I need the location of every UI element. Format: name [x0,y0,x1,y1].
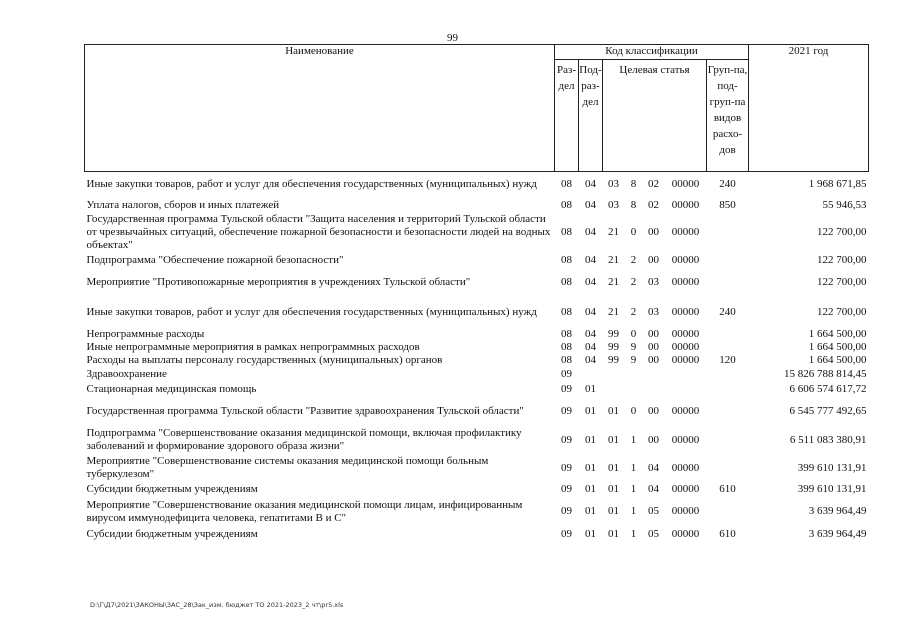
cell-vr [707,253,749,269]
cell-cs4: 00000 [671,353,700,366]
cell-cs2: 8 [630,198,637,211]
cell-cs4: 00000 [671,505,700,517]
cell-cs1: 99 [608,327,619,340]
table-header [85,45,869,172]
cell-cs3 [643,367,665,382]
cell-vr [707,426,749,455]
table-row [85,341,869,354]
cell-cs4: 00000 [671,276,700,288]
cell-amount: 1 968 671,85 [808,178,867,191]
cell-amount: 3 639 964,49 [808,527,867,540]
cell-name: Иные закупки товаров, работ и услуг для обеспечения государственных (муниципальных) нужд [86,178,537,191]
cell-amount: 1 664 500,00 [808,340,867,353]
header-expense-group: Груп-па, под-груп-па видов расхо-дов [707,60,749,172]
cell-name: Мероприятие "Совершенствование системы оказания медицинской помощи больным туберкулезом" [86,455,489,480]
cell-pr: 01 [585,404,596,417]
cell-cs3 [643,382,665,397]
cell-pr: 04 [585,353,596,366]
cell-pr: 01 [585,433,596,446]
cell-rz: 08 [561,353,572,366]
cell-cs2: 2 [630,254,637,266]
cell-name: Расходы на выплаты персоналу государственных (муниципальных) органов [86,353,443,366]
table-row [85,498,869,526]
cell-cs4: 00000 [671,340,700,353]
cell-vr [707,213,749,253]
cell-rz: 09 [561,505,572,517]
cell-amount: 399 610 131,91 [797,461,867,474]
cell-cs4: 00000 [671,433,700,446]
cell-vr [707,269,749,297]
cell-rz: 08 [561,327,572,340]
cell-amount: 55 946,53 [822,198,867,211]
header-section: Раз-дел [555,60,579,172]
table-row [85,354,869,367]
cell-name: Стационарная медицинская помощь [86,382,257,395]
cell-rz: 08 [561,276,572,288]
cell-pr: 01 [585,483,596,495]
header-target-article: Целевая статья [603,60,707,172]
cell-cs2: 1 [630,461,637,474]
cell-cs3: 02 [648,198,659,211]
cell-name: Здравоохранение [86,367,167,380]
cell-rz: 09 [561,483,572,495]
cell-rz: 08 [561,340,572,353]
header-name: Наименование [85,45,555,172]
table-row [85,367,869,382]
cell-cs1: 03 [608,198,619,211]
cell-amount: 399 610 131,91 [797,483,867,495]
cell-cs4: 00000 [671,198,700,211]
page-number: 99 [447,32,458,44]
cell-amount: 122 700,00 [817,254,867,266]
cell-vr: 240 [719,178,736,191]
cell-amount: 122 700,00 [817,305,867,318]
cell-cs1: 01 [608,433,619,446]
cell-cs1: 99 [608,340,619,353]
cell-cs4 [665,367,707,382]
cell-amount: 1 664 500,00 [808,327,867,340]
cell-cs2: 2 [630,305,637,318]
header-classification: Код классификации [555,45,749,60]
cell-cs2: 9 [630,353,637,366]
cell-cs2: 8 [630,178,637,191]
cell-cs2: 2 [630,276,637,288]
cell-cs3: 00 [648,327,659,340]
cell-cs2: 0 [630,404,637,417]
cell-cs2 [625,382,643,397]
budget-table [84,44,869,543]
cell-cs3: 05 [648,505,659,517]
cell-cs4: 00000 [671,327,700,340]
cell-name: Государственная программа Тульской области "Развитие здравоохранения Тульской области" [86,404,524,417]
cell-cs1 [603,382,625,397]
cell-vr [707,382,749,397]
cell-cs4: 00000 [671,404,700,417]
cell-name: Иные закупки товаров, работ и услуг для обеспечения государственных (муниципальных) нужд [86,305,537,318]
cell-cs4: 00000 [671,178,700,191]
cell-pr: 04 [585,276,596,288]
cell-rz: 08 [561,254,572,266]
cell-pr: 04 [585,254,596,266]
cell-cs2 [625,367,643,382]
header-year: 2021 год [749,45,869,172]
table-row [85,213,869,253]
cell-cs1: 21 [608,254,619,266]
cell-amount: 15 826 788 814,45 [784,367,867,380]
file-path-footer: D:\Г\Д7\2021\ЗАКОНЫ\ЗАС_28\Зак_изм. бюджет ТО 2021-2023_2 чт\pr5.xls [90,601,344,609]
cell-cs2: 0 [630,226,637,238]
cell-amount: 1 664 500,00 [808,353,867,366]
table-row [85,455,869,482]
cell-cs1: 99 [608,353,619,366]
table-row [85,426,869,455]
cell-cs3: 00 [648,433,659,446]
cell-cs4: 00000 [671,461,700,474]
cell-pr: 01 [585,527,596,540]
cell-vr: 120 [719,353,736,366]
cell-cs1: 21 [608,276,619,288]
table-row [85,172,869,198]
cell-name: Государственная программа Тульской области "Защита населения и территорий Тульской области от чрезвычайных ситуаций, обеспечение пожарной безопасности и безопасности людей на водных объектах" [86,213,551,251]
cell-cs2: 0 [630,327,637,340]
table-row [85,526,869,543]
cell-cs2: 1 [630,527,637,540]
cell-cs4: 00000 [671,305,700,318]
cell-cs2: 1 [630,433,637,446]
cell-cs4: 00000 [671,527,700,540]
cell-name: Непрограммные расходы [86,327,205,340]
cell-cs3: 00 [648,254,659,266]
cell-amount: 3 639 964,49 [808,505,867,517]
cell-name: Мероприятие "Совершенствование оказания медицинской помощи лицам, инфицированным вирусом иммунодефицита человека, гепатитами В и С" [86,498,523,524]
cell-pr: 04 [585,198,596,211]
cell-cs3: 00 [648,226,659,238]
cell-name: Подпрограмма "Совершенствование оказания медицинской помощи, включая профилактику заболеваний и формирование здорового образа жизни" [86,427,522,452]
cell-pr: 04 [585,340,596,353]
table-row [85,482,869,498]
cell-name: Субсидии бюджетным учреждениям [86,483,258,495]
cell-vr [707,455,749,482]
cell-rz: 09 [561,404,572,417]
cell-cs1: 03 [608,178,619,191]
cell-cs2: 9 [630,340,637,353]
table-row [85,297,869,328]
table-row [85,397,869,426]
cell-cs4: 00000 [671,226,700,238]
cell-rz: 08 [561,178,572,191]
cell-cs4: 00000 [671,483,700,495]
cell-cs4: 00000 [671,254,700,266]
cell-cs4 [665,382,707,397]
cell-pr: 04 [585,226,596,238]
cell-cs3: 03 [648,276,659,288]
cell-cs3: 05 [648,527,659,540]
cell-rz: 08 [561,226,572,238]
cell-amount: 6 545 777 492,65 [789,404,867,417]
cell-vr: 610 [719,527,736,540]
cell-name: Субсидии бюджетным учреждениям [86,527,258,540]
cell-name: Подпрограмма "Обеспечение пожарной безопасности" [86,254,344,266]
cell-vr [707,341,749,354]
cell-pr [579,367,603,382]
cell-amount: 122 700,00 [817,226,867,238]
cell-name: Мероприятие "Противопожарные мероприятия в учреждениях Тульской области" [86,276,471,288]
cell-cs1: 21 [608,305,619,318]
table-body [85,172,869,543]
cell-vr [707,328,749,341]
table-row [85,328,869,341]
cell-vr [707,498,749,526]
cell-cs3: 04 [648,483,659,495]
cell-cs3: 04 [648,461,659,474]
cell-vr: 610 [719,483,736,495]
cell-cs3: 00 [648,340,659,353]
cell-cs1: 21 [608,226,619,238]
cell-cs2: 1 [630,505,637,517]
cell-rz: 08 [561,198,572,211]
cell-cs3: 00 [648,353,659,366]
cell-vr: 240 [719,305,736,318]
cell-name: Уплата налогов, сборов и иных платежей [86,198,280,211]
cell-pr: 04 [585,178,596,191]
cell-cs3: 02 [648,178,659,191]
cell-cs1: 01 [608,483,619,495]
cell-pr: 04 [585,305,596,318]
cell-amount: 6 606 574 617,72 [789,382,867,395]
cell-vr [707,367,749,382]
table-row [85,253,869,269]
cell-cs2: 1 [630,483,637,495]
cell-cs1: 01 [608,527,619,540]
header-subsection: Под-раз-дел [579,60,603,172]
cell-rz: 09 [561,382,572,395]
table-row [85,382,869,397]
cell-rz: 08 [561,305,572,318]
table-row [85,198,869,213]
cell-cs3: 00 [648,404,659,417]
cell-rz: 09 [561,461,572,474]
cell-cs1: 01 [608,505,619,517]
cell-pr: 01 [585,505,596,517]
cell-name: Иные непрограммные мероприятия в рамках непрограммных расходов [86,340,420,353]
cell-cs1 [603,367,625,382]
cell-amount: 6 511 083 380,91 [789,433,867,446]
cell-pr: 01 [585,382,596,395]
cell-vr [707,397,749,426]
cell-rz: 09 [561,433,572,446]
cell-pr: 04 [585,327,596,340]
cell-cs1: 01 [608,404,619,417]
cell-rz: 09 [561,527,572,540]
cell-cs1: 01 [608,461,619,474]
cell-pr: 01 [585,461,596,474]
cell-amount: 122 700,00 [817,276,867,288]
cell-cs3: 03 [648,305,659,318]
cell-rz: 09 [561,367,572,380]
table-row [85,269,869,297]
cell-vr: 850 [719,198,736,211]
